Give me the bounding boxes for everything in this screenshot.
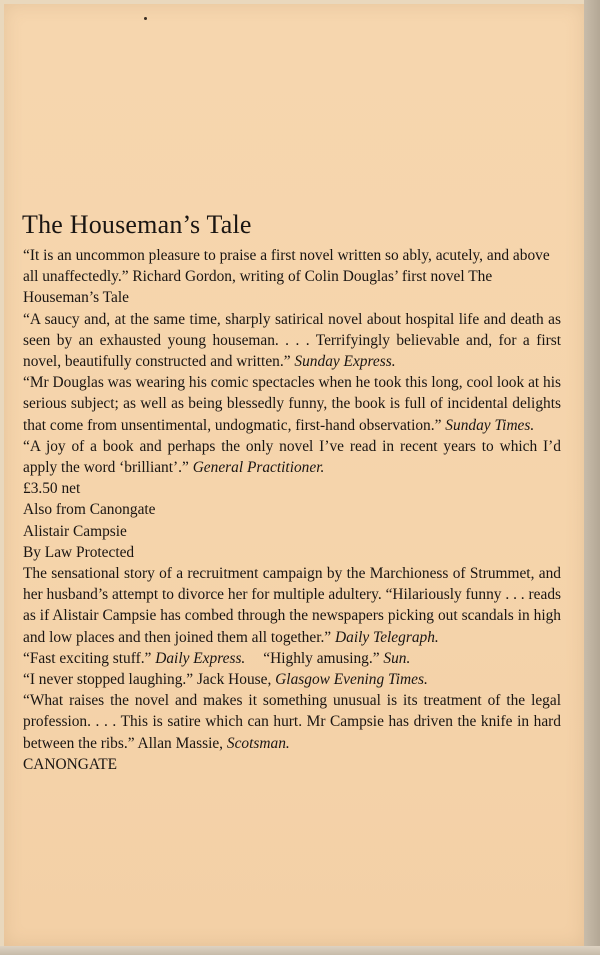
review-line-1 xyxy=(23,648,561,669)
quote-3-source: Sunday Times. xyxy=(445,416,535,434)
blurb-source: Daily Telegraph. xyxy=(335,628,439,646)
review-4-text: “What raises the novel and makes it something unusual is its treatment of the legal profession. . . . This is satire which can hurt. Mr Campsie has driven the knife in hard between the ribs.” Allan Massie, xyxy=(23,692,561,752)
quote-3 xyxy=(23,372,561,436)
quote-2-text: “A saucy and, at the same time, sharply satirical novel about hospital life and death as seen by an exhausted young houseman. . . . Terrifyingly believable and, for a first novel, beautifully constructed and written.” xyxy=(23,310,561,371)
blurb-text: The sensational story of a recruitment campaign by the Marchioness of Strummet, and her husband’s attempt to divorce her for multiple adultery. “Hilariously funny . . . reads as if Alistair Campsie has combed through the newspapers picking out scandals in high and low places and then joined them all together.” xyxy=(23,565,561,646)
review-1-text: “Fast exciting stuff.” xyxy=(23,649,152,667)
price: £3.50 net xyxy=(23,480,81,498)
quote-2-source: Sunday Express. xyxy=(294,353,396,371)
review-2-source: Sun. xyxy=(383,649,411,667)
cover-bottom-edge xyxy=(0,946,600,955)
cover-edge xyxy=(584,0,600,955)
also-from-line: Also from Canongate xyxy=(23,501,156,519)
quote-1 xyxy=(23,245,561,309)
quote-4 xyxy=(23,436,561,478)
book-title: The Houseman’s Tale xyxy=(22,210,252,239)
quote-1-text: “It is an uncommon pleasure to praise a first novel written so ably, acutely, and above all unaffectedly.” Richard Gordon, writing of Colin Douglas’ first novel The Houseman’s Tale xyxy=(23,247,550,307)
quote-3-text: “Mr Douglas was wearing his comic spectacles when he took this long, cool look at his serious subject; as well as being blessedly funny, the book is full of incidental delights that come from unsentimental, undogmatic, first-hand observation.” xyxy=(23,374,561,434)
also-book-title: By Law Protected xyxy=(23,543,135,561)
blurb xyxy=(23,563,561,648)
review-4-source: Scotsman. xyxy=(226,734,290,752)
quotes-section xyxy=(23,245,561,775)
print-speck xyxy=(144,17,147,20)
quote-4-text: “A joy of a book and perhaps the only novel I’ve read in recent years to which I’d apply the word ‘brilliant’.” xyxy=(23,437,561,477)
review-2-text: “Highly amusing.” xyxy=(263,649,380,667)
publisher-imprint: CANONGATE xyxy=(23,755,118,773)
review-3-source: Glasgow Evening Times. xyxy=(275,671,428,689)
review-line-2 xyxy=(23,669,561,690)
quote-2 xyxy=(23,309,561,373)
quote-4-source: General Practitioner. xyxy=(192,459,325,477)
also-author: Alistair Campsie xyxy=(23,522,127,540)
review-1-source: Daily Express. xyxy=(155,649,246,667)
review-3-text: “I never stopped laughing.” Jack House, xyxy=(23,671,272,689)
review-4 xyxy=(23,690,561,754)
